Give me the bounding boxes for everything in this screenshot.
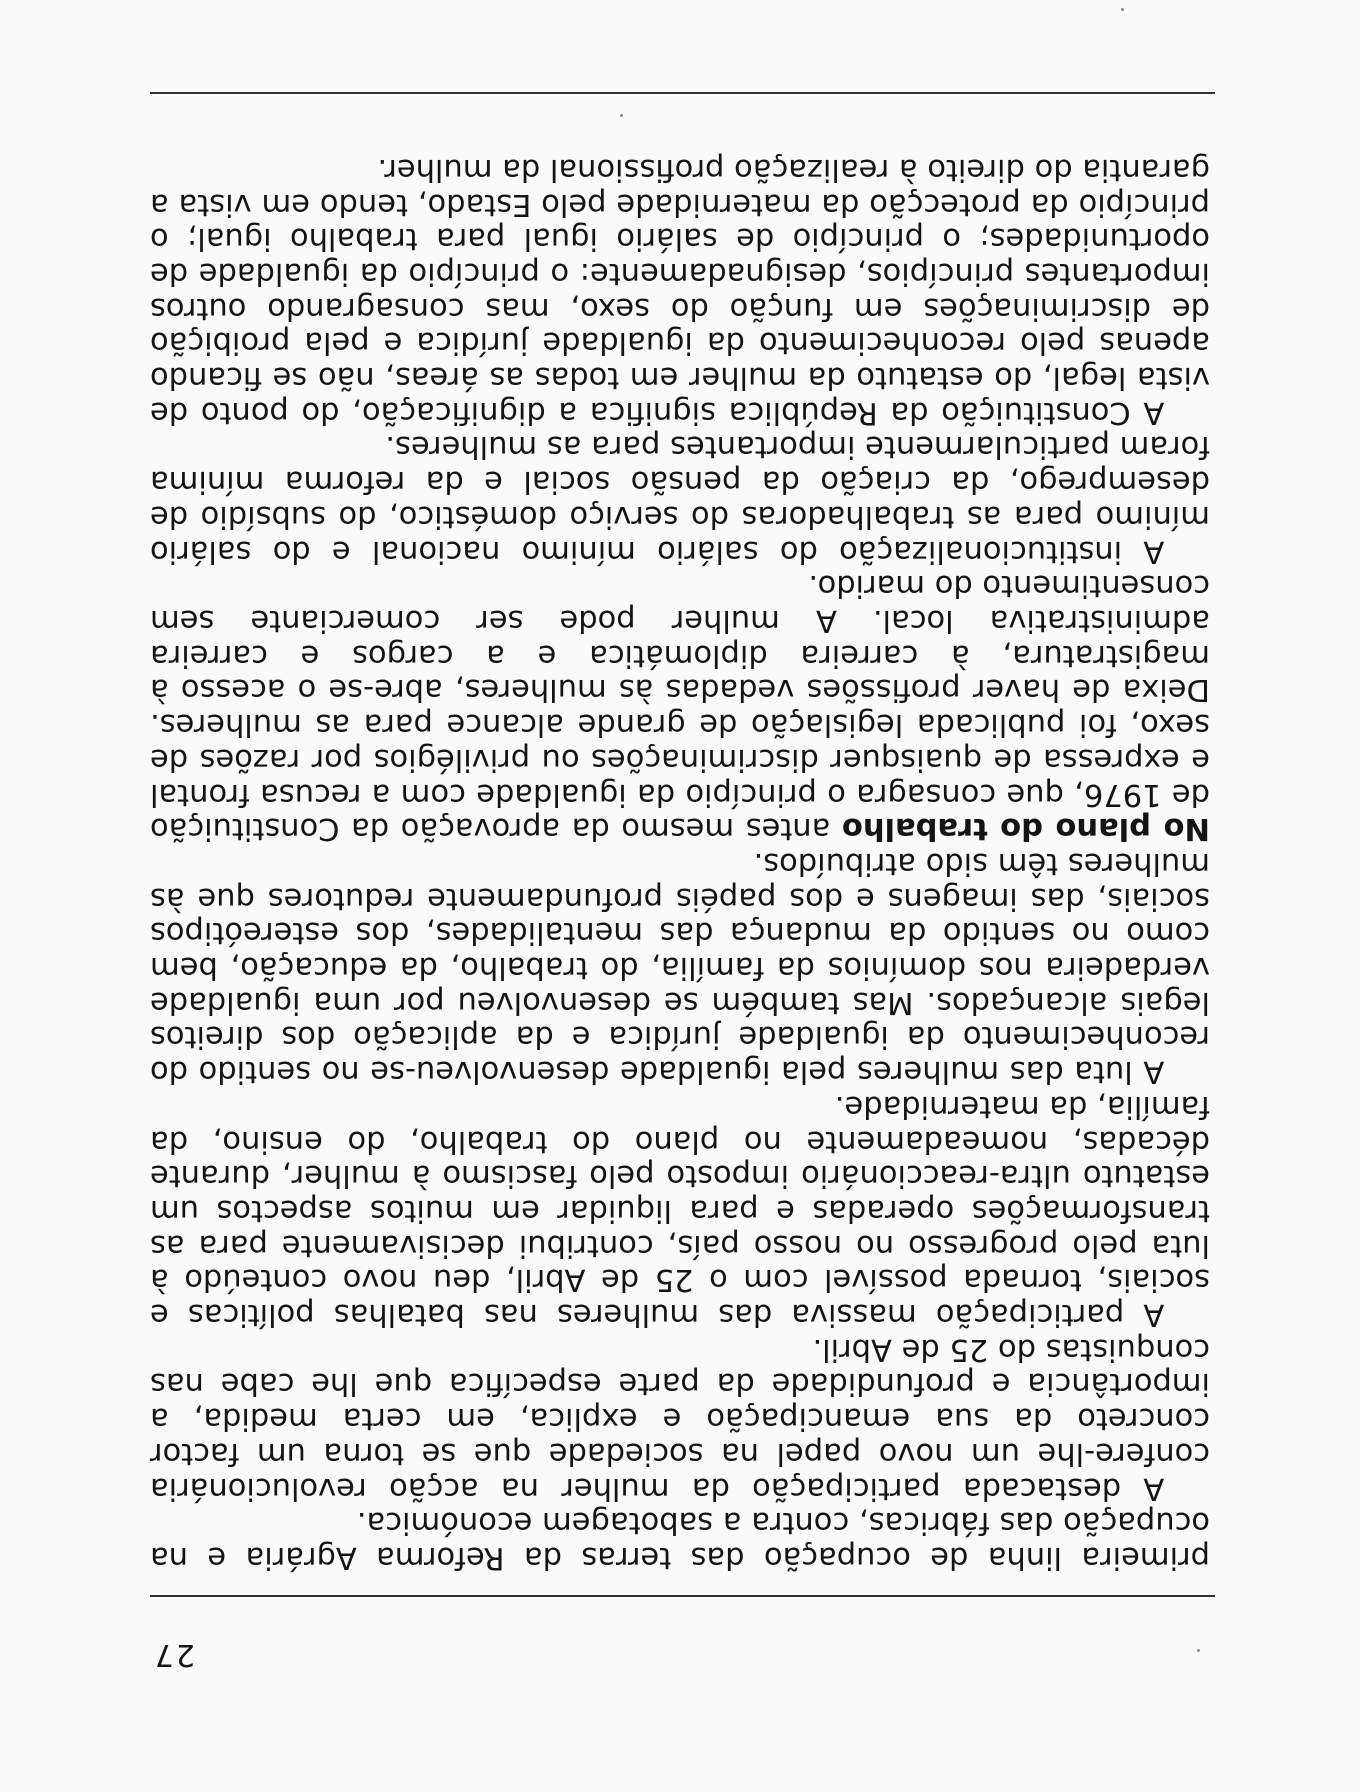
scan-speck [620, 114, 623, 117]
paragraph-1: primeira linha de ocupação das terras da Reforma Agrária e na ocupação das fábricas, contra a sabotagem económica. [150, 1505, 1210, 1575]
bottom-rule [150, 92, 1215, 94]
top-rule [150, 1595, 1215, 1597]
page-number: 27 [152, 1637, 195, 1672]
section-heading-inline: No plano do trabalho [841, 811, 1210, 847]
paragraph-7: A Constituição da República significa a dignificação, do ponto de vista legal, do estatuto da mulher em todas as áreas, não se ficando apenas pelo reconhecimento da igualdade jurídica e pela proibição de discriminações em função do sexo, mas consagrando outros importantes princípios, designadamente: o princípio da igualdade de oportunidades; o princípio de salário igual para trabalho igual; o princípio da protecção da maternidade pelo Estado, tendo em vista a garantia do direito à realização profissional da mulher. [150, 151, 1210, 430]
scan-speck [1121, 8, 1124, 11]
paragraph-5-text: antes mesmo da aprovação da Constituição de 1976, que consagra o princípio da igualdade com a recusa frontal e expressa de quaisquer discriminações ou privilégios por razões de sexo, foi publicada legislação de grande alcance para as mulheres. Deixa de haver profissões vedadas às mulheres, abre-se o acesso à magistratura, à carreira diplomática e a cargos e carreira administrativa local. A mulher pode ser comerciante sem consentimento do marido. [150, 568, 1210, 847]
scan-speck [1197, 1649, 1200, 1652]
paragraph-5 [150, 568, 1210, 846]
body-text [150, 151, 1210, 1574]
paragraph-4: A luta das mulheres pela igualdade desenvolveu-se no sentido do reconhecimento da igualdade jurídica e da aplicação dos direitos legais alcançados. Mas também se desenvolveu por uma igualdade verdadeira nos domínios da família, do trabalho, da educação, bem como no sentido da mudança das mentalidades, dos estereótipos sociais, das imagens e dos papéis profundamente redutores que às mulheres têm sido atribuídos. [150, 845, 1210, 1090]
paragraph-2: A destacada participação da mulher na acção revolucionária confere-lhe um novo papel na sociedade que se torna um factor concreto da sua emancipação e explica, em certa medida, a importância e profundidade da parte específica que lhe cabe nas conquistas do 25 de Abril. [150, 1331, 1210, 1506]
paragraph-6: A institucionalização do salário mínimo nacional e do salário mínimo para as trabalhadoras do serviço doméstico, do subsídio de desemprego, da criação da pensão social e da reforma mínima foram particularmente importantes para as mulheres. [150, 429, 1210, 569]
paragraph-3: A participação massiva das mulheres nas batalhas políticas e sociais, tornada possível com o 25 de Abril, deu novo conteúdo à luta pelo progresso no nosso país, contribui decisivamente para as transformações operadas e para liquidar em muitos aspectos um estatuto ultra-reaccionário imposto pelo fascismo à mulher, durante décadas, nomeadamente no plano do trabalho, do ensino, da família, da maternidade. [150, 1088, 1210, 1333]
